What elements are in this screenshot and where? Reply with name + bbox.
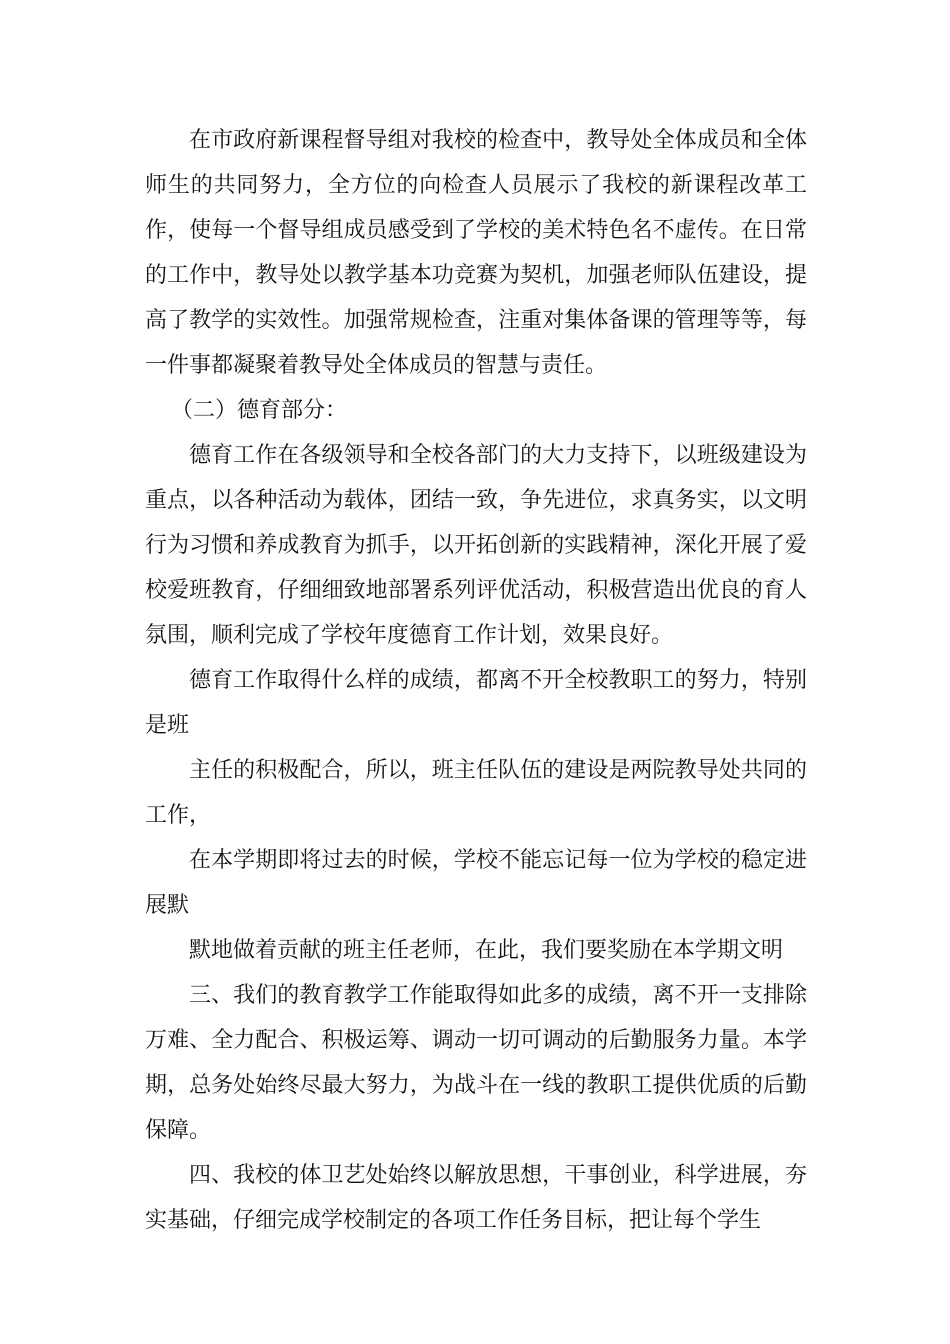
paragraph-sports-health-arts: 四、我校的体卫艺处始终以解放思想，干事创业，科学进展，夯实基础，仔细完成学校制定的各项工作任务目标，把让每个学生 — [145, 1163, 807, 1233]
paragraph-semester-end: 在本学期即将过去的时候，学校不能忘记每一位为学校的稳定进展默 — [145, 848, 807, 918]
document-page — [145, 118, 807, 1243]
paragraph-logistics-service: 三、我们的教育教学工作能取得如此多的成绩，离不开一支排除万难、全力配合、积极运筹、调动一切可调动的后勤服务力量。本学期，总务处始终尽最大努力，为战斗在一线的教职工提供优质的后勤保障。 — [145, 983, 807, 1143]
paragraph-head-teacher-team: 主任的积极配合，所以，班主任队伍的建设是两院教导处共同的工作， — [145, 758, 807, 828]
section-heading-moral-education: （二）德育部分： — [171, 398, 348, 423]
paragraph-head-teacher-award: 默地做着贡献的班主任老师，在此，我们要奖励在本学期文明 — [189, 938, 784, 963]
paragraph-teaching-inspection: 在市政府新课程督导组对我校的检查中，教导处全体成员和全体师生的共同努力，全方位的向检查人员展示了我校的新课程改革工作，使每一个督导组成员感受到了学校的美术特色名不虚传。在日常的工作中，教导处以教学基本功竞赛为契机，加强老师队伍建设，提高了教学的实效性。加强常规检查，注重对集体备课的管理等等，每一件事都凝聚着教导处全体成员的智慧与责任。 — [145, 128, 807, 378]
paragraph-moral-education-overview: 德育工作在各级领导和全校各部门的大力支持下，以班级建设为重点，以各种活动为载体，团结一致，争先进位，求真务实，以文明行为习惯和养成教育为抓手，以开拓创新的实践精神，深化开展了爱校爱班教育，仔细细致地部署系列评优活动，积极营造出优良的育人氛围，顺利完成了学校年度德育工作计划，效果良好。 — [145, 443, 807, 648]
paragraph-moral-education-achievement: 德育工作取得什么样的成绩，都离不开全校教职工的努力，特别是班 — [145, 668, 807, 738]
